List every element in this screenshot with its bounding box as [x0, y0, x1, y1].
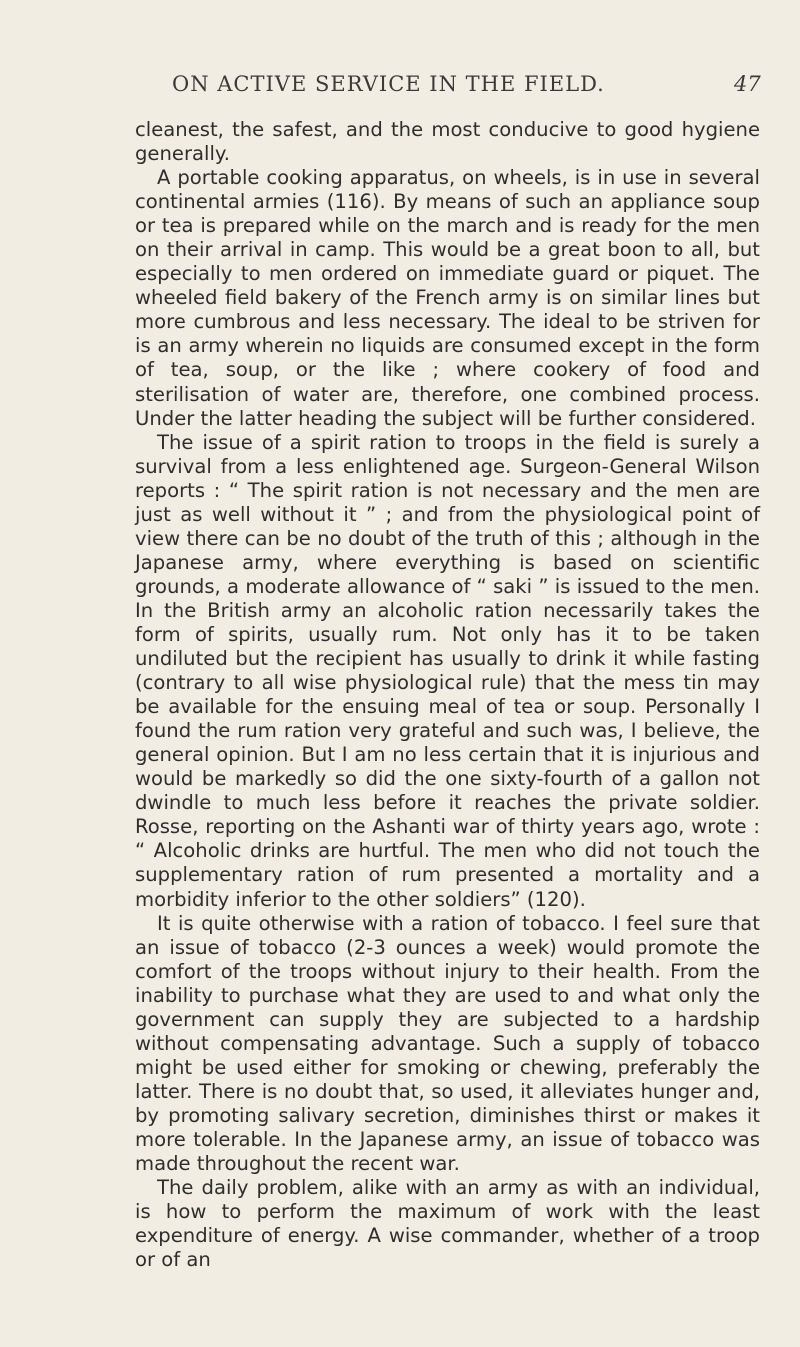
paragraph-tobacco-ration: It is quite otherwise with a ration of tobacco. I feel sure that an issue of tobacco (2-3 ounces a week) would promote the comfort of the troops without injury to their health. From the inability to purchase what they are used to and what only the government can supply they are subjected to a hardship without compensating advantage. Such a supply of tobacco might be used either for smoking or chewing, preferably the latter. There is no doubt that, so used, it alleviates hunger and, by promoting salivary secretion, diminishes thirst or makes it more tolerable. In the Japanese army, an issue of tobacco was made throughout the recent war. — [135, 911, 760, 1176]
page-number: 47 — [734, 72, 761, 96]
paragraph-daily-problem: The daily problem, alike with an army as with an individual, is how to perform the maximum of work with the least expenditure of energy. A wise commander, whether of a troop or of an — [135, 1176, 760, 1272]
body-text — [135, 118, 760, 1272]
paragraph-cooking-apparatus: A portable cooking apparatus, on wheels, is in use in several continental armies (116). By means of such an appliance soup or tea is prepared while on the march and is ready for the men on their arrival in camp. This would be a great boon to all, but especially to men ordered on immediate guard or piquet. The wheeled field bakery of the French army is on similar lines but more cumbrous and less necessary. The ideal to be striven for is an army wherein no liquids are consumed except in the form of tea, soup, or the like ; where cookery of food and sterilisation of water are, therefore, one combined process. Under the latter heading the subject will be further considered. — [135, 166, 760, 430]
page-header — [172, 72, 772, 102]
paragraph-continued: cleanest, the safest, and the most conducive to good hygiene generally. — [135, 118, 760, 166]
paragraph-spirit-ration: The issue of a spirit ration to troops in the field is surely a survival from a less enlightened age. Surgeon-General Wilson reports : “ The spirit ration is not necessary and the men are just as well without it ” ; and from the physiological point of view there can be no doubt of the truth of this ; although in the Japanese army, where everything is based on scientific grounds, a moderate allowance of “ saki ” is issued to the men. In the British army an alcoholic ration necessarily takes the form of spirits, usually rum. Not only has it to be taken undiluted but the recipient has usually to drink it while fasting (contrary to all wise physiological rule) that the mess tin may be available for the ensuing meal of tea or soup. Personally I found the rum ration very grateful and such was, I believe, the general opinion. But I am no less certain that it is injurious and would be markedly so did the one sixty-fourth of a gallon not dwindle to much less before it reaches the private soldier. Rosse, reporting on the Ashanti war of thirty years ago, wrote : “ Alcoholic drinks are hurtful. The men who did not touch the supplementary ration of rum presented a mortality and a morbidity inferior to the other soldiers” (120). — [135, 430, 760, 911]
running-head: ON ACTIVE SERVICE IN THE FIELD. — [172, 72, 605, 96]
